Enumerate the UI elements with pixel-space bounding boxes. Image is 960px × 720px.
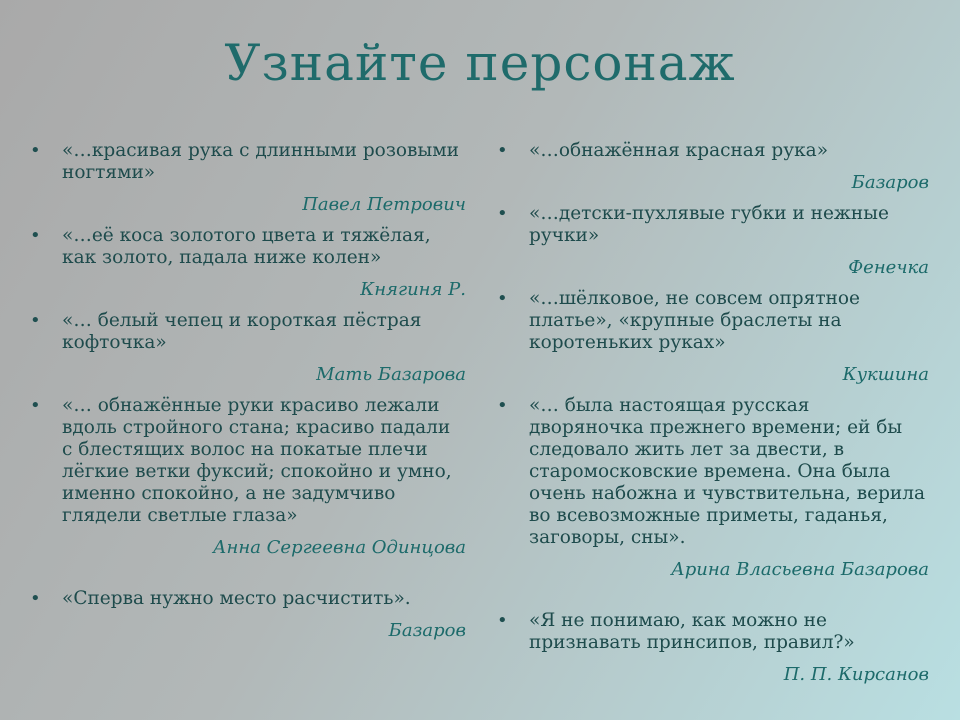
slide-title: Узнайте персонаж — [224, 34, 736, 92]
quote-text: «…шёлковое, не совсем опрятное платье», «крупные браслеты на коротеньких руках» — [529, 288, 860, 353]
quote-text: «Я не понимаю, как можно не признавать принсипов, правил?» — [529, 610, 855, 653]
character-name: Фенечка — [848, 257, 929, 278]
character-name: Княгиня Р. — [360, 279, 466, 300]
bullet-icon: • — [497, 610, 508, 631]
character-name: Кукшина — [842, 364, 929, 385]
list-item — [497, 610, 929, 686]
list-item — [497, 203, 929, 279]
bullet-icon: • — [497, 395, 508, 416]
list-item — [497, 288, 929, 386]
right-column — [497, 140, 929, 695]
spacer — [497, 590, 929, 610]
character-name: Базаров — [851, 172, 929, 193]
quote-text: «… белый чепец и короткая пёстрая кофточка» — [62, 310, 422, 353]
bullet-icon: • — [30, 225, 41, 246]
bullet-icon: • — [30, 310, 41, 331]
bullet-icon: • — [30, 140, 41, 161]
list-item — [30, 395, 466, 559]
quote-text: «…красивая рука с длинными розовыми ногтями» — [62, 140, 459, 183]
quote-text: «… была настоящая русская дворяночка прежнего времени; ей бы следовало жить лет за двести, в старомосковские времена. Она была очень набожна и чувствительна, верила во всевозможные приметы, гаданья, заговоры, сны». — [529, 395, 926, 548]
list-item — [497, 140, 929, 194]
bullet-icon: • — [30, 588, 41, 609]
left-column — [30, 140, 466, 651]
character-name: Арина Власьевна Базарова — [671, 559, 929, 580]
list-item — [30, 225, 466, 301]
list-item — [30, 140, 466, 216]
character-name: Базаров — [388, 620, 466, 641]
character-name: Мать Базарова — [316, 364, 466, 385]
spacer — [30, 568, 466, 588]
character-name: Анна Сергеевна Одинцова — [212, 537, 466, 558]
bullet-icon: • — [497, 203, 508, 224]
quote-text: «…её коса золотого цвета и тяжёлая, как золото, падала ниже колен» — [62, 225, 431, 268]
character-name: Павел Петрович — [302, 194, 466, 215]
bullet-icon: • — [497, 288, 508, 309]
character-name: П. П. Кирсанов — [783, 664, 929, 685]
quote-text: «… обнажённые руки красиво лежали вдоль стройного стана; красиво падали с блестящих волос на покатые плечи лёгкие ветки фуксий; спокойно и умно, именно спокойно, а не задумчиво глядели светлые глаза» — [62, 395, 452, 526]
list-item — [30, 310, 466, 386]
bullet-icon: • — [30, 395, 41, 416]
list-item — [30, 588, 466, 642]
quote-text: «…детски-пухлявые губки и нежные ручки» — [529, 203, 889, 246]
quote-text: «…обнажённая красная рука» — [529, 140, 829, 161]
quote-text: «Сперва нужно место расчистить». — [62, 588, 411, 609]
bullet-icon: • — [497, 140, 508, 161]
list-item — [497, 395, 929, 581]
